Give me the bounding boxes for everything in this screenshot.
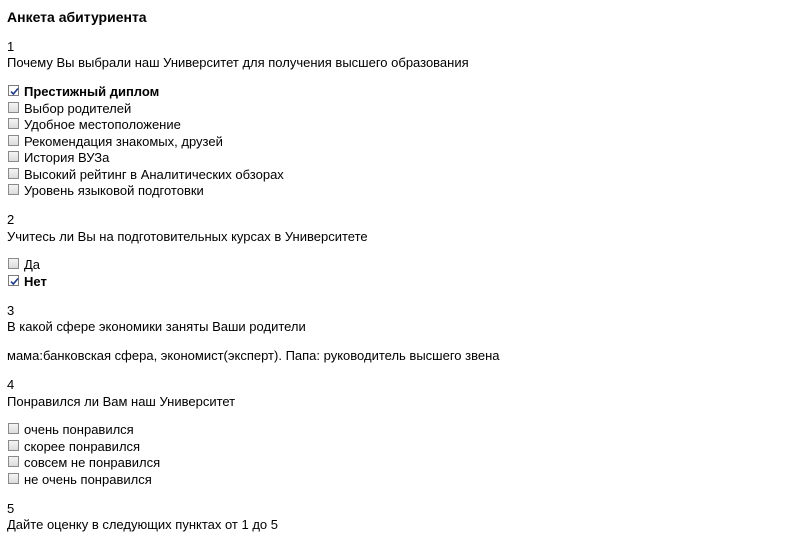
q1-option-3-label: Удобное местоположение xyxy=(24,117,181,132)
question-2-text: Учитесь ли Вы на подготовительных курсах в Университете xyxy=(7,229,368,244)
question-5-text: Дайте оценку в следующих пунктах от 1 до 5 xyxy=(7,517,278,532)
q4-option-4-checkbox[interactable] xyxy=(8,473,19,484)
q1-option-7-checkbox[interactable] xyxy=(8,184,19,195)
q1-option-4-checkbox[interactable] xyxy=(8,135,19,146)
question-4-number: 4 xyxy=(7,377,15,392)
q1-option-2-checkbox[interactable] xyxy=(8,102,19,113)
q2-option-1-label: Да xyxy=(24,257,41,272)
q1-option-3-checkbox[interactable] xyxy=(8,118,19,129)
q4-option-2-label: скорее понравился xyxy=(24,439,141,454)
q1-option-1-label: Престижный диплом xyxy=(24,84,160,99)
q2-option-2-checkbox[interactable] xyxy=(8,275,19,286)
q1-option-6-label: Высокий рейтинг в Аналитических обзорах xyxy=(24,167,284,182)
checkmark-icon xyxy=(9,86,20,97)
q4-option-1-label: очень понравился xyxy=(24,422,134,437)
q1-option-5-label: История ВУЗа xyxy=(24,150,110,165)
question-5-number: 5 xyxy=(7,501,15,516)
q4-option-2-checkbox[interactable] xyxy=(8,440,19,451)
question-3-number: 3 xyxy=(7,303,15,318)
q1-option-7-label: Уровень языковой подготовки xyxy=(24,183,204,198)
question-2-number: 2 xyxy=(7,212,15,227)
q1-option-5-checkbox[interactable] xyxy=(8,151,19,162)
question-4-text: Понравился ли Вам наш Университет xyxy=(7,394,236,409)
q4-option-1-checkbox[interactable] xyxy=(8,423,19,434)
q4-option-3-label: совсем не понравился xyxy=(24,455,161,470)
question-3-text: В какой сфере экономики заняты Ваши родители xyxy=(7,319,306,334)
q1-option-2-label: Выбор родителей xyxy=(24,101,132,116)
q4-option-3-checkbox[interactable] xyxy=(8,456,19,467)
q1-option-4-label: Рекомендация знакомых, друзей xyxy=(24,134,223,149)
page-title: Анкета абитуриента xyxy=(7,9,147,25)
q2-option-2-label: Нет xyxy=(24,274,47,289)
q1-option-6-checkbox[interactable] xyxy=(8,168,19,179)
q1-option-1-checkbox[interactable] xyxy=(8,85,19,96)
checkmark-icon xyxy=(9,276,20,287)
question-1-text: Почему Вы выбрали наш Университет для получения высшего образования xyxy=(7,55,469,70)
q2-option-1-checkbox[interactable] xyxy=(8,258,19,269)
q4-option-4-label: не очень понравился xyxy=(24,472,152,487)
question-1-number: 1 xyxy=(7,39,15,54)
question-3-answer: мама:банковская сфера, экономист(эксперт). Папа: руководитель высшего звена xyxy=(7,348,500,363)
